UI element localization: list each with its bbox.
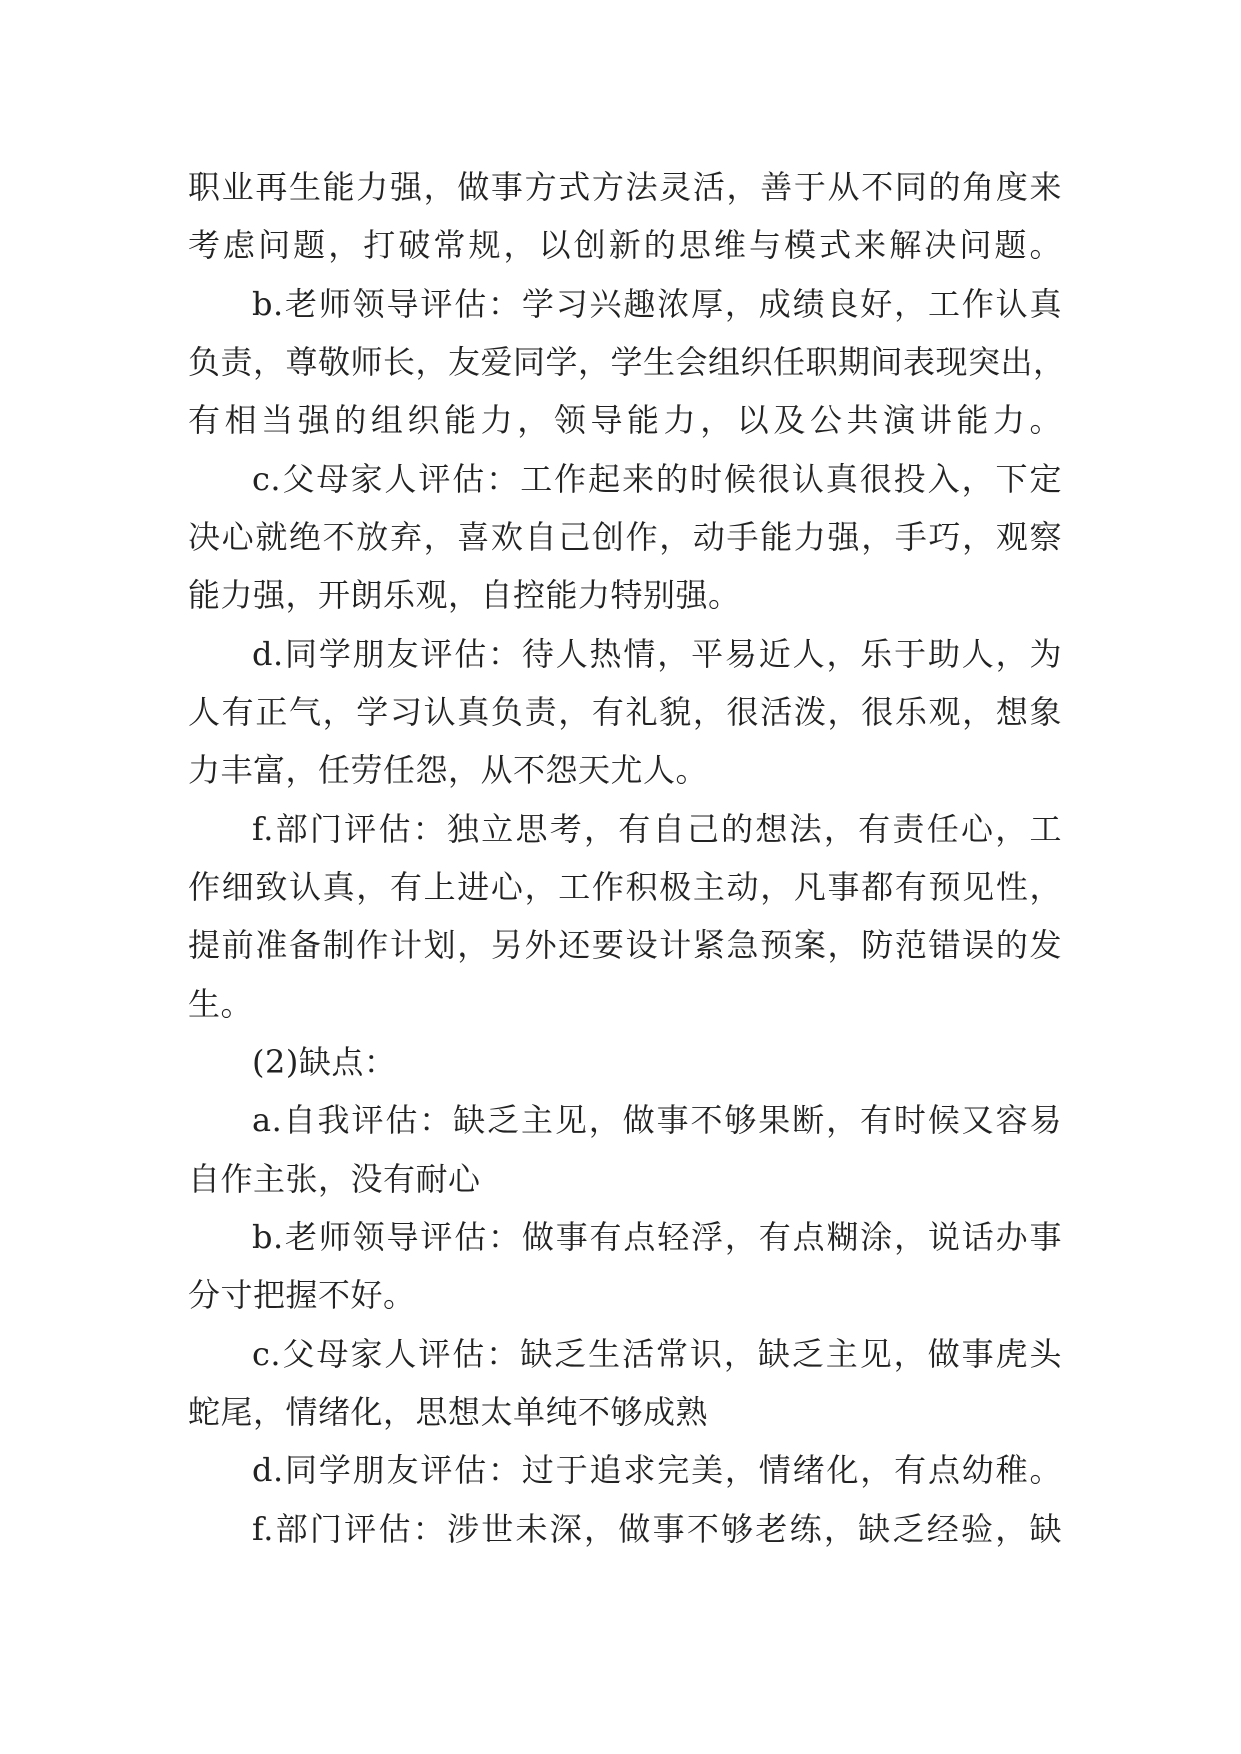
text-line: 蛇尾，情绪化，思想太单纯不够成熟: [188, 1392, 709, 1431]
text-line: 提前准备制作计划，另外还要设计紧急预案，防范错误的发: [188, 926, 1062, 965]
text-line: d.同学朋友评估：待人热情，平易近人，乐于助人，为: [252, 634, 1062, 673]
text-line: b.老师领导评估：做事有点轻浮，有点糊涂，说话办事: [252, 1217, 1062, 1256]
text-line: 生。: [188, 984, 254, 1023]
text-line: 力丰富，任劳任怨，从不怨天尤人。: [188, 751, 709, 790]
text-line: b.老师领导评估：学习兴趣浓厚，成绩良好，工作认真: [252, 284, 1062, 323]
document-body: [188, 158, 1066, 1558]
text-line: 能力强，开朗乐观，自控能力特别强。: [188, 576, 741, 615]
text-line: c.父母家人评估：工作起来的时候很认真很投入，下定: [252, 459, 1062, 498]
text-line: 负责，尊敬师长，友爱同学，学生会组织任职期间表现突出，: [188, 342, 1066, 381]
text-line: 分寸把握不好。: [188, 1276, 416, 1315]
text-line: c.父母家人评估：缺乏生活常识，缺乏主见，做事虎头: [252, 1334, 1062, 1373]
text-line: d.同学朋友评估：过于追求完美，情绪化，有点幼稚。: [252, 1451, 1062, 1490]
text-line: f.部门评估：独立思考，有自己的想法，有责任心，工: [252, 809, 1062, 848]
text-line: 考虑问题，打破常规，以创新的思维与模式来解决问题。: [188, 226, 1062, 265]
text-line: a.自我评估：缺乏主见，做事不够果断，有时候又容易: [252, 1101, 1062, 1140]
text-line: 决心就绝不放弃，喜欢自己创作，动手能力强，手巧，观察: [188, 517, 1062, 556]
text-line: (2)缺点：: [252, 1042, 397, 1081]
text-line: 自作主张，没有耐心: [188, 1159, 481, 1198]
text-line: f.部门评估：涉世未深，做事不够老练，缺乏经验，缺: [252, 1509, 1062, 1548]
text-line: 作细致认真，有上进心，工作积极主动，凡事都有预见性，: [188, 867, 1062, 906]
text-line: 人有正气，学习认真负责，有礼貌，很活泼，很乐观，想象: [188, 692, 1062, 731]
text-line: 职业再生能力强，做事方式方法灵活，善于从不同的角度来: [188, 168, 1062, 206]
text-line: 有相当强的组织能力，领导能力，以及公共演讲能力。: [188, 401, 1062, 440]
